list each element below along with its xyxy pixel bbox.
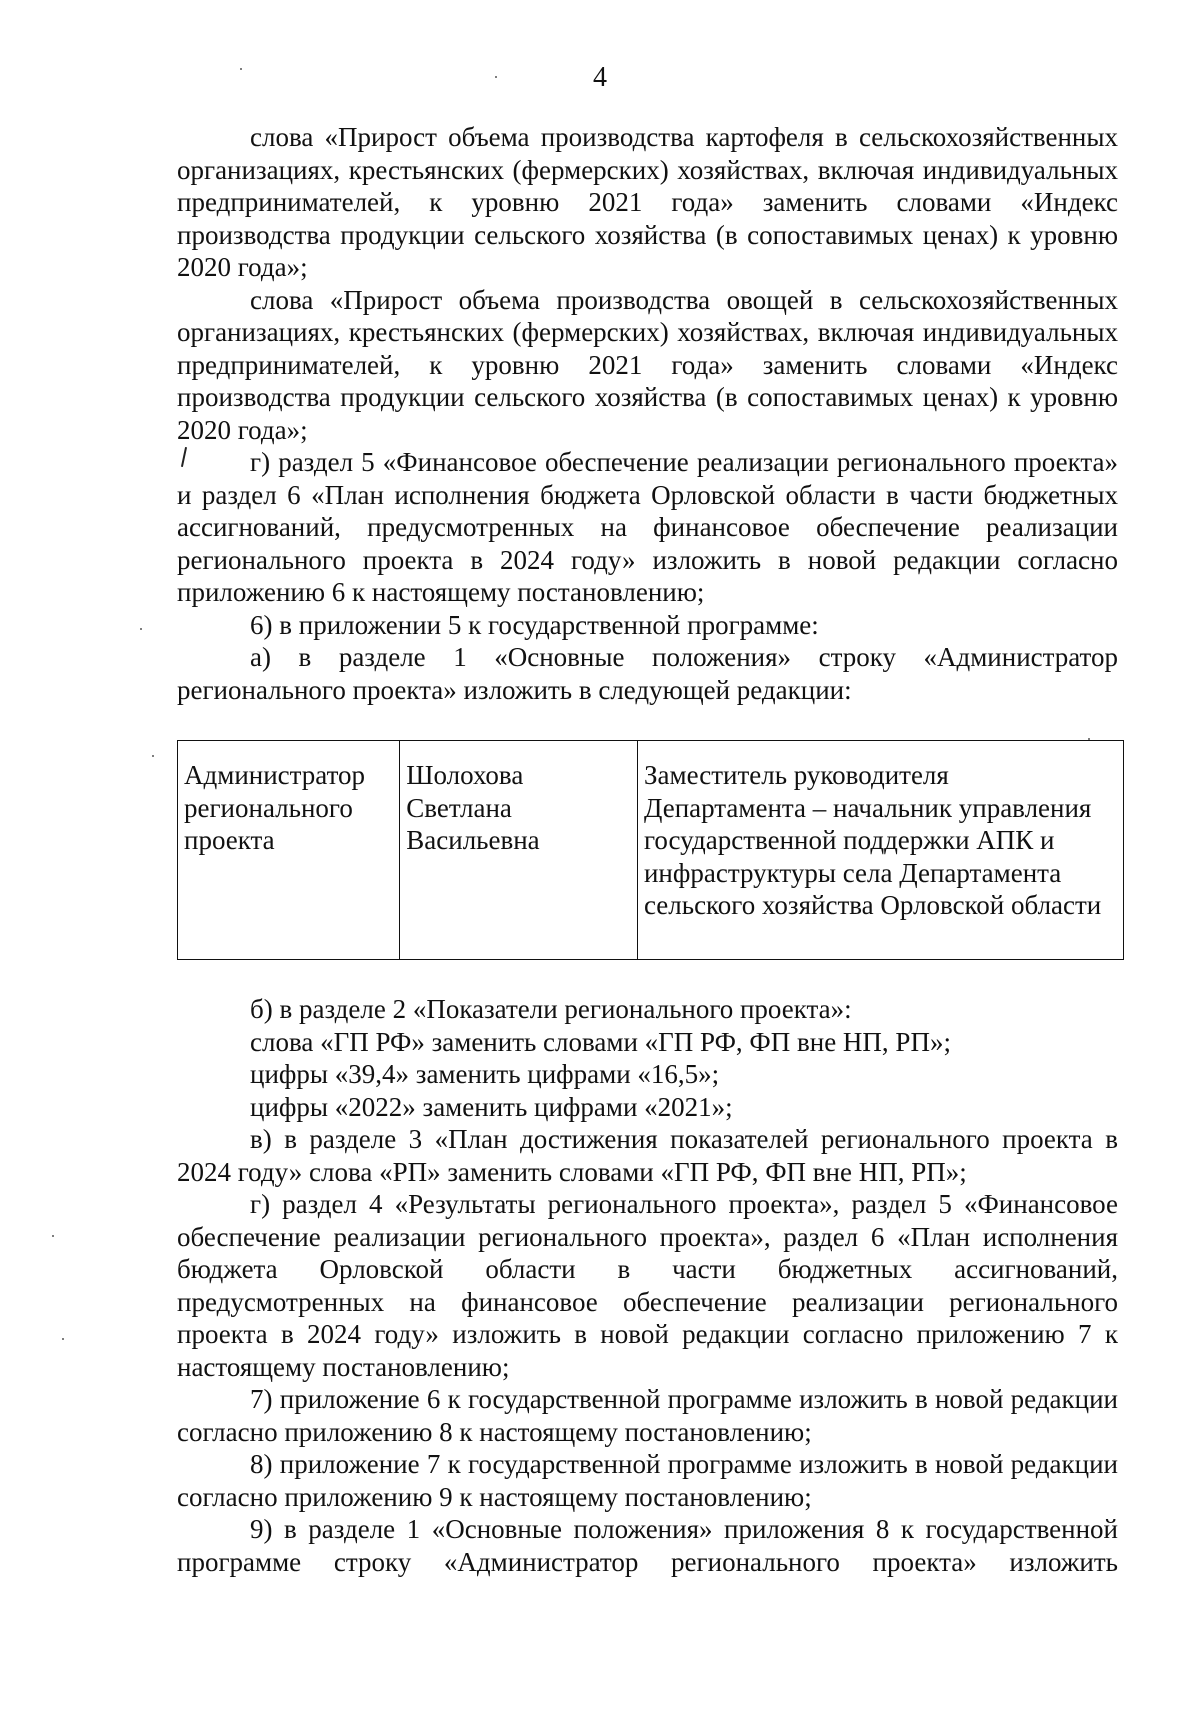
paragraph-digits-2022: цифры «2022» заменить цифрами «2021»; <box>250 1091 733 1122</box>
scan-speck <box>240 68 242 70</box>
scan-speck <box>62 1338 64 1340</box>
scan-speck <box>52 1235 54 1237</box>
table-cell-role: Администратор регионального проекта <box>178 741 400 960</box>
paragraph-section-3: в) в разделе 3 «План достижения показателей регионального проекта в 2024 году» слова «РП» заменить словами «ГП РФ, ФП вне НП, РП»; <box>177 1124 1118 1187</box>
paragraph-appendix-7: 8) приложение 7 к государственной программе изложить в новой редакции согласно приложению 9 к настоящему постановлению; <box>177 1449 1118 1512</box>
scan-speck <box>1088 738 1090 740</box>
administrator-table <box>177 740 1124 960</box>
table-cell-position: Заместитель руководителя Департамента – начальник управления государственной поддержки АПК и инфраструктуры села Департамента сельского хозяйства Орловской области <box>637 741 1123 960</box>
paragraph-sections-4-5-6: г) раздел 4 «Результаты регионального проекта», раздел 5 «Финансовое обеспечение реализации регионального проекта», раздел 6 «План исполнения бюджета Орловской области в части бюджетных ассигнований, предусмотренных на финансовое обеспечение реализации регионального проекта в 2024 году» изложить в новой редакции согласно приложению 7 к настоящему постановлению; <box>177 1189 1118 1382</box>
bottom-text-block <box>177 993 1118 1578</box>
page-number: 4 <box>593 62 607 93</box>
scan-speck <box>152 755 154 757</box>
paragraph-section-2: б) в разделе 2 «Показатели регионального проекта»: <box>250 994 852 1024</box>
paragraph-appendix-8: 9) в разделе 1 «Основные положения» приложения 8 к государственной программе строку «Администратор регионального проекта» изложить <box>177 1514 1118 1577</box>
paragraph-digits-39: цифры «39,4» заменить цифрами «16,5»; <box>250 1059 720 1089</box>
scan-speck <box>495 76 497 78</box>
scan-speck <box>140 628 142 630</box>
table-row <box>178 741 1124 960</box>
top-text-block <box>177 121 1118 706</box>
paragraph-appendix-5: 6) в приложении 5 к государственной программе: <box>250 609 819 640</box>
table-cell-person: Шолохова Светлана Васильевна <box>400 741 638 960</box>
paragraph-potato: слова «Прирост объема производства картофеля в сельскохозяйственных организациях, крестьянских (фермерских) хозяйствах, включая индивидуальных предпринимателей, к уровню 2021 года» заменить словами «Индекс производства продукции сельского хозяйства (в сопоставимых ценах) к уровню 2020 года»; <box>177 122 1118 282</box>
paragraph-vegetables: слова «Прирост объема производства овощей в сельскохозяйственных организациях, крестьянских (фермерских) хозяйствах, включая индивидуальных предпринимателей, к уровню 2021 года» заменить словами «Индекс производства продукции сельского хозяйства (в сопоставимых ценах) к уровню 2020 года»; <box>177 284 1118 445</box>
paragraph-section-1-admin: а) в разделе 1 «Основные положения» строку «Администратор регионального проекта» изложить в следующей редакции: <box>177 642 1118 705</box>
paragraph-section-5-6: г) раздел 5 «Финансовое обеспечение реализации регионального проекта» и раздел 6 «План исполнения бюджета Орловской области в части бюджетных ассигнований, предусмотренных на финансовое обеспечение реализации регионального проекта в 2024 году» изложить в новой редакции согласно приложению 6 к настоящему постановлению; <box>177 447 1118 607</box>
paragraph-appendix-6: 7) приложение 6 к государственной программе изложить в новой редакции согласно приложению 8 к настоящему постановлению; <box>177 1384 1118 1447</box>
paragraph-words-gp-rf: слова «ГП РФ» заменить словами «ГП РФ, ФП вне НП, РП»; <box>250 1026 951 1057</box>
